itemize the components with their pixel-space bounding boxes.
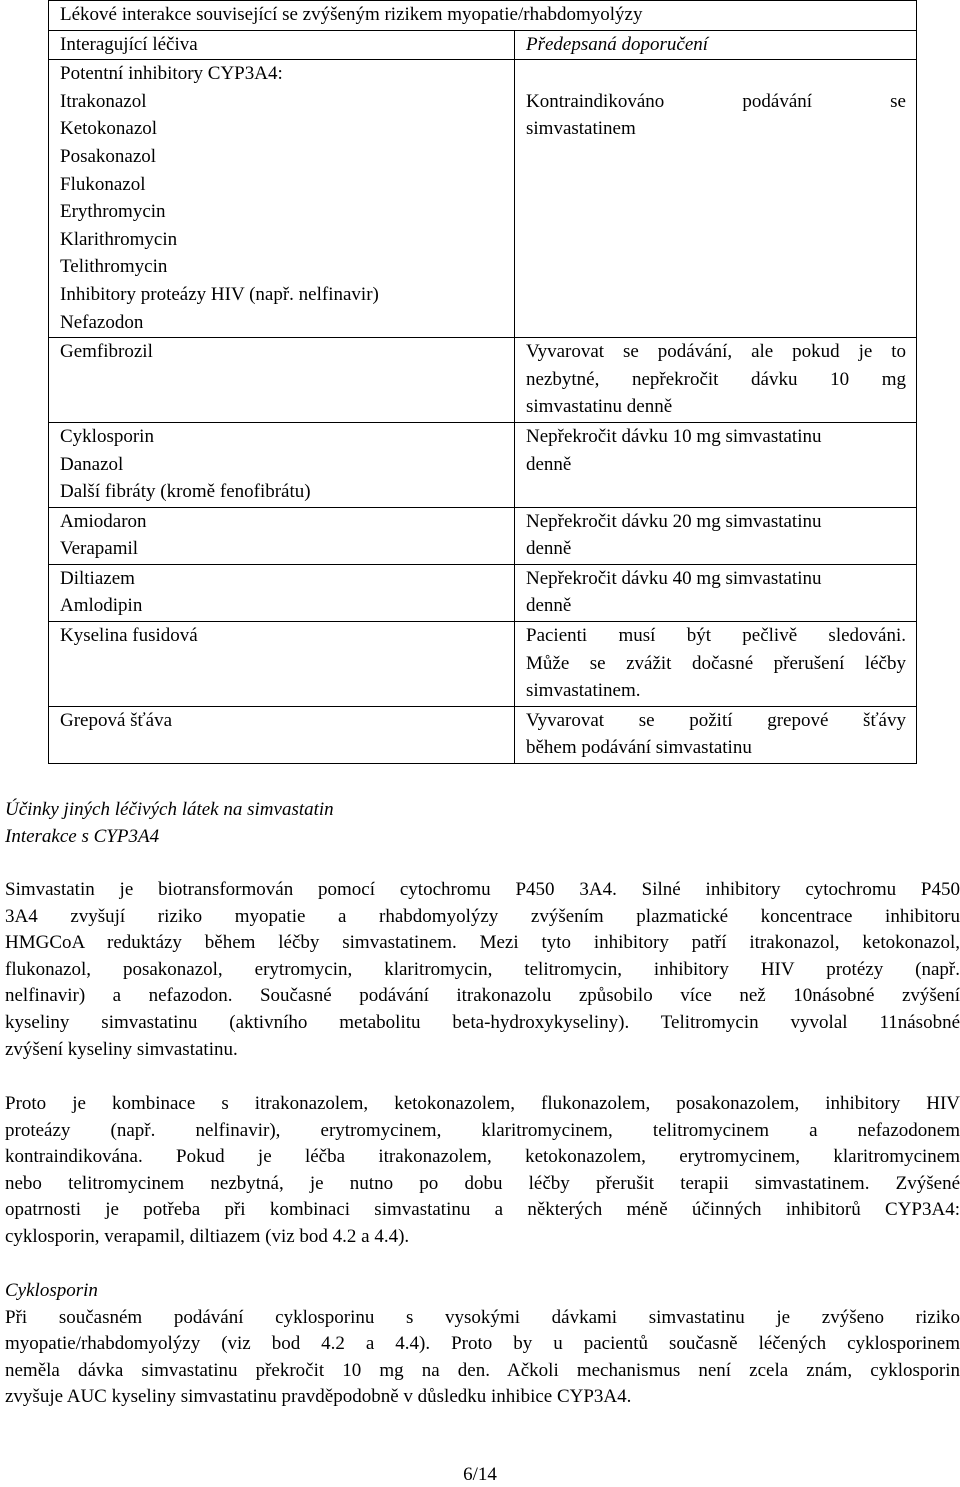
recommendation-line: Nepřekročit dávku 10 mg simvastatinu xyxy=(526,425,822,447)
table-row xyxy=(49,507,917,564)
paragraph-line: flukonazol, posakonazol, erytromycin, klaritromycin, telitromycin, inhibitory HIV protézy (např. xyxy=(5,958,960,980)
paragraph-line: nelfinavir) a nefazodon. Současné podávání itrakonazolu způsobilo více než 10násobné zvýšení xyxy=(5,985,960,1007)
heading-cyp3a4: Interakce s CYP3A4 xyxy=(5,825,160,847)
recommendation-cell xyxy=(515,507,917,564)
recommendation-cell xyxy=(515,422,917,507)
paragraph-line: kontraindikována. Pokud je léčba itrakonazolem, ketokonazolem, erytromycinem, klaritromycinem xyxy=(5,1146,960,1168)
header-interacting-drugs: Interagující léčiva xyxy=(49,30,515,60)
drug-line: Erythromycin xyxy=(60,201,166,223)
paragraph-line: Proto je kombinace s itrakonazolem, ketokonazolem, flukonazolem, posakonazolem, inhibitory HIV xyxy=(5,1093,960,1114)
recommendation-line: Nepřekročit dávku 20 mg simvastatinu xyxy=(526,510,822,532)
recommendation-cell xyxy=(515,60,917,338)
drug-line: Verapamil xyxy=(60,538,139,560)
drug-line: Gemfibrozil xyxy=(60,341,153,363)
drug-line: Nefazodon xyxy=(60,311,144,333)
drug-cell xyxy=(49,706,515,763)
drug-cell xyxy=(49,60,515,338)
table-row xyxy=(49,706,917,763)
section-cyclosporin xyxy=(5,1278,960,1411)
drug-line: Amlodipin xyxy=(60,595,143,617)
recommendation-line: denně xyxy=(526,538,572,560)
recommendation-line: během podávání simvastatinu xyxy=(526,737,752,759)
drug-line: Danazol xyxy=(60,453,124,475)
paragraph-line: HMGCoA reduktázy během léčby simvastatinem. Mezi tyto inhibitory patří itrakonazol, ketokonazol, xyxy=(5,932,960,954)
drug-line: Klarithromycin xyxy=(60,228,178,250)
table-row xyxy=(49,338,917,423)
paragraph-line: opatrnosti je potřeba při kombinaci simvastatinu a některých méně účinných inhibitorů CYP3A4: xyxy=(5,1199,960,1221)
recommendation-line: Kontraindikováno podávání se xyxy=(526,90,906,112)
drug-line: Další fibráty (kromě fenofibrátu) xyxy=(60,481,311,503)
recommendation-line: simvastatinem. xyxy=(526,680,641,702)
paragraph-line: Simvastatin je biotransformován pomocí cytochromu P450 3A4. Silné inhibitory cytochromu P450 xyxy=(5,879,960,900)
paragraph-line: Při současném podávání cyklosporinu s vysokými dávkami simvastatinu je zvýšeno riziko xyxy=(5,1306,960,1328)
drug-line: Cyklosporin xyxy=(60,425,154,447)
drug-cell xyxy=(49,564,515,621)
paragraph-line: myopatie/rhabdomyolýzy (viz bod 4.2 a 4.4). Proto by u pacientů současně léčených cyklosporinem xyxy=(5,1333,960,1355)
recommendation-line: simvastatinem xyxy=(526,118,636,140)
drug-line: Posakonazol xyxy=(60,145,157,167)
recommendation-line: Pacienti musí být pečlivě sledováni. xyxy=(526,625,906,647)
recommendation-cell xyxy=(515,564,917,621)
recommendation-cell xyxy=(515,338,917,423)
drug-line: Potentní inhibitory CYP3A4: xyxy=(60,63,283,85)
table-row xyxy=(49,564,917,621)
drug-line: Telithromycin xyxy=(60,256,168,278)
drug-cell xyxy=(49,422,515,507)
drug-line: Itrakonazol xyxy=(60,90,147,112)
drug-line: Flukonazol xyxy=(60,173,146,195)
paragraph-line: 3A4 zvyšují riziko myopatie a rhabdomyolýzy zvýšením plazmatické koncentrace inhibitoru xyxy=(5,905,960,927)
header-recommendations: Předepsaná doporučení xyxy=(515,30,917,60)
paragraph-line: cyklosporin, verapamil, diltiazem (viz bod 4.2 a 4.4). xyxy=(5,1225,410,1247)
drug-line: Diltiazem xyxy=(60,567,135,589)
paragraph-line: nebo telitromycinem nezbytná, je nutno po dobu léčby přerušit terapii simvastatinem. Zvýšené xyxy=(5,1172,960,1194)
table-row xyxy=(49,622,917,707)
table-row xyxy=(49,422,917,507)
interactions-table xyxy=(48,0,917,764)
recommendation-line: Může se zvážit dočasné přerušení léčby xyxy=(526,652,906,674)
paragraph-line: zvýšení kyseliny simvastatinu. xyxy=(5,1038,238,1060)
drug-line: Inhibitory proteázy HIV (např. nelfinavir) xyxy=(60,283,379,305)
recommendation-cell xyxy=(515,622,917,707)
heading-cyclosporin: Cyklosporin xyxy=(5,1280,98,1301)
recommendation-line: simvastatinu denně xyxy=(526,396,673,418)
table-title-row xyxy=(49,1,917,31)
section-heading-effects xyxy=(5,797,960,850)
table-title: Lékové interakce související se zvýšeným rizikem myopatie/rhabdomyolýzy xyxy=(49,1,917,31)
page-number: 6/14 xyxy=(463,1464,497,1485)
paragraph-line: kyseliny simvastatinu (aktivního metabolitu beta-hydroxykyseliny). Telitromycin vyvolal 11násobné xyxy=(5,1011,960,1033)
recommendation-line: Vyvarovat se požití grepové šťávy xyxy=(526,709,906,731)
drug-line: Ketokonazol xyxy=(60,118,158,140)
table-row xyxy=(49,60,917,338)
paragraph-line: zvyšuje AUC kyseliny simvastatinu pravděpodobně v důsledku inhibice CYP3A4. xyxy=(5,1386,632,1408)
recommendation-line: denně xyxy=(526,453,572,475)
paragraph-cyp3a4 xyxy=(5,877,960,1063)
recommendation-line: denně xyxy=(526,595,572,617)
recommendation-cell xyxy=(515,706,917,763)
drug-line: Amiodaron xyxy=(60,510,147,532)
recommendation-line: nezbytné, nepřekročit dávku 10 mg xyxy=(526,368,906,390)
drug-line: Grepová šťáva xyxy=(60,709,173,731)
recommendation-line: Vyvarovat se podávání, ale pokud je to xyxy=(526,341,906,363)
recommendation-line: Nepřekročit dávku 40 mg simvastatinu xyxy=(526,567,822,589)
drug-cell xyxy=(49,338,515,423)
drug-cell xyxy=(49,507,515,564)
table-header-row xyxy=(49,30,917,60)
heading-effects: Účinky jiných léčivých látek na simvastatin xyxy=(5,799,334,820)
paragraph-line: neměla dávka simvastatinu překročit 10 mg na den. Ačkoli mechanismus není zcela znám, cyklosporin xyxy=(5,1359,960,1381)
drug-line: Kyselina fusidová xyxy=(60,625,198,647)
paragraph-line: proteázy (např. nelfinavir), erytromycinem, klaritromycinem, telitromycinem a nefazodonem xyxy=(5,1119,960,1141)
paragraph-contraindications xyxy=(5,1091,960,1251)
drug-cell xyxy=(49,622,515,707)
